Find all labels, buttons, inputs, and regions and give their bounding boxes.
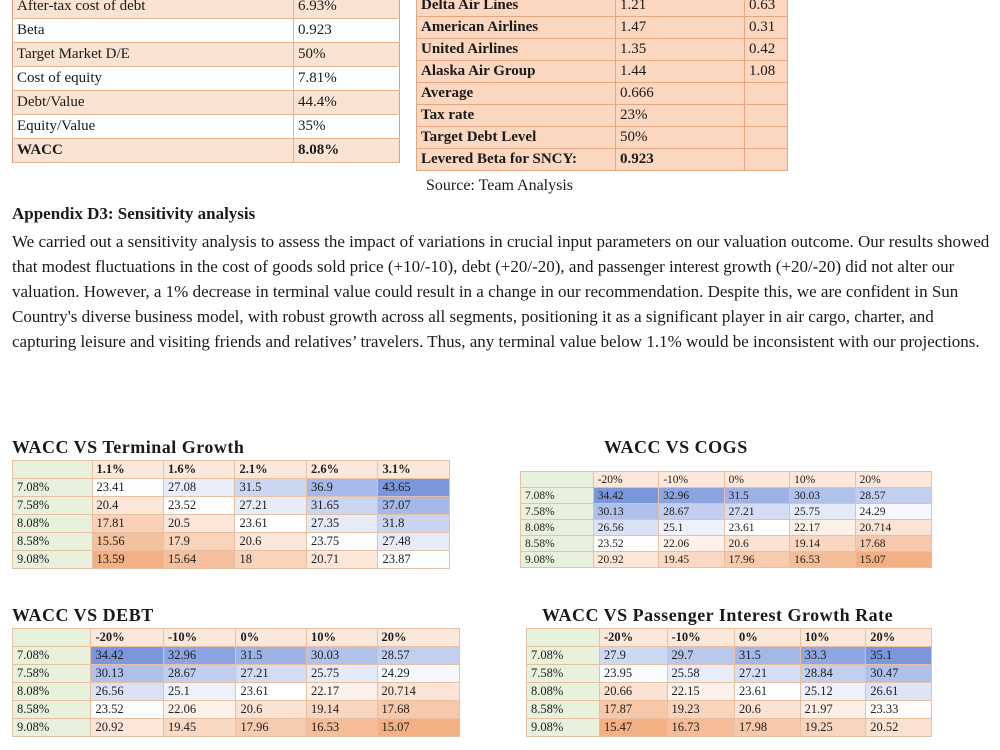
sensitivity-row — [521, 520, 932, 536]
cogs-table — [520, 471, 932, 568]
wacc-row-value: 44.4% — [294, 91, 400, 115]
column-header: -10% — [163, 629, 236, 647]
debt-title: WACC VS DEBT — [12, 605, 154, 625]
beta-row-value: 1.21 — [616, 0, 745, 17]
sensitivity-cell: 20.4 — [92, 497, 163, 515]
beta-row-label: American Airlines — [417, 17, 616, 39]
sensitivity-row — [13, 647, 460, 665]
row-label-wacc: 8.58% — [13, 701, 91, 719]
sensitivity-cell: 28.84 — [800, 665, 866, 683]
beta-row-unlevered — [745, 83, 788, 105]
column-header: 0% — [724, 472, 789, 488]
table-corner-cell — [13, 629, 91, 647]
appendix-paragraph: We carried out a sensitivity analysis to assess the impact of variations in crucial input parameters on our valuation outcome. Our results showed that modest fluctuations in the cost of goods sold price (+10/-10), debt (+20/-20), and passenger interest growth (+20/-20) did not alter our valuation. However, a 1% decrease in terminal value could result in a change in our recommendation. Despite this, we are confident in Sun Country's diverse business model, with robust growth across all segments, positioning it as a significant player in air cargo, charter, and capturing leisure and visiting friends and relatives’ travelers. Thus, any terminal value below 1.1% would be inconsistent with our projections. — [12, 232, 990, 351]
sensitivity-row — [521, 504, 932, 520]
sensitivity-cell: 28.67 — [659, 504, 724, 520]
sensitivity-row — [13, 533, 450, 551]
sensitivity-cell: 32.96 — [163, 647, 236, 665]
beta-row-value: 23% — [616, 105, 745, 127]
row-label-wacc: 8.08% — [521, 520, 594, 536]
beta-row-label: Delta Air Lines — [417, 0, 616, 17]
sensitivity-cell: 18 — [235, 551, 306, 569]
sensitivity-cell: 16.53 — [307, 719, 378, 737]
sensitivity-cell: 34.42 — [91, 647, 164, 665]
column-header: 1.1% — [92, 461, 163, 479]
column-header: 3.1% — [378, 461, 450, 479]
sensitivity-cell: 17.68 — [855, 536, 931, 552]
beta-row-label: Alaska Air Group — [417, 61, 616, 83]
beta-row-label: Tax rate — [417, 105, 616, 127]
sensitivity-cell: 20.6 — [735, 701, 801, 719]
beta-row-label: Target Debt Level — [417, 127, 616, 149]
wacc-row-label: WACC — [13, 139, 294, 163]
row-label-wacc: 8.58% — [521, 536, 594, 552]
beta-table-row — [417, 83, 788, 105]
beta-table-row — [417, 127, 788, 149]
sensitivity-cell: 25.1 — [163, 683, 236, 701]
appendix-title: Appendix D3: Sensitivity analysis — [12, 204, 256, 223]
sensitivity-row — [13, 497, 450, 515]
beta-row-label: Average — [417, 83, 616, 105]
wacc-table-body — [13, 0, 400, 163]
row-label-wacc: 8.08% — [527, 683, 600, 701]
beta-row-value: 1.47 — [616, 17, 745, 39]
sensitivity-cell: 19.25 — [800, 719, 866, 737]
wacc-table-row — [13, 43, 400, 67]
sensitivity-cell: 17.87 — [600, 701, 668, 719]
row-label-wacc: 7.08% — [13, 479, 93, 497]
sensitivity-cell: 20.71 — [306, 551, 377, 569]
sensitivity-cell: 25.75 — [790, 504, 855, 520]
sensitivity-row — [13, 551, 450, 569]
sensitivity-row — [527, 701, 932, 719]
passenger-growth-table — [526, 628, 932, 737]
beta-table-row — [417, 105, 788, 127]
column-header: -20% — [593, 472, 658, 488]
beta-row-value: 1.44 — [616, 61, 745, 83]
terminal-growth-table — [12, 460, 450, 569]
row-label-wacc: 8.58% — [13, 533, 93, 551]
sensitivity-cell: 17.81 — [92, 515, 163, 533]
column-header: -10% — [667, 629, 735, 647]
wacc-table-row — [13, 0, 400, 19]
wacc-row-label: Equity/Value — [13, 115, 294, 139]
sensitivity-cell: 22.17 — [790, 520, 855, 536]
sensitivity-cell: 15.64 — [164, 551, 235, 569]
sensitivity-cell: 27.08 — [164, 479, 235, 497]
sensitivity-cell: 15.56 — [92, 533, 163, 551]
sensitivity-cell: 25.12 — [800, 683, 866, 701]
sensitivity-cell: 20.6 — [724, 536, 789, 552]
beta-table-row — [417, 149, 788, 171]
sensitivity-cell: 25.1 — [659, 520, 724, 536]
wacc-row-value: 8.08% — [294, 139, 400, 163]
sensitivity-cell: 37.07 — [378, 497, 450, 515]
sensitivity-cell: 30.03 — [307, 647, 378, 665]
beta-row-unlevered: 0.42 — [745, 39, 788, 61]
wacc-row-value: 0.923 — [294, 19, 400, 43]
wacc-row-label: Beta — [13, 19, 294, 43]
sensitivity-row — [13, 719, 460, 737]
beta-row-label: United Airlines — [417, 39, 616, 61]
wacc-table-row — [13, 115, 400, 139]
sensitivity-cell: 23.52 — [91, 701, 164, 719]
beta-table-row — [417, 17, 788, 39]
terminal-growth-title: WACC VS Terminal Growth — [12, 437, 245, 457]
sensitivity-row — [527, 683, 932, 701]
beta-row-unlevered: 1.08 — [745, 61, 788, 83]
column-header: 20% — [866, 629, 932, 647]
sensitivity-cell: 22.15 — [667, 683, 735, 701]
sensitivity-cell: 15.07 — [377, 719, 459, 737]
cogs-title: WACC VS COGS — [604, 437, 748, 457]
row-label-wacc: 9.08% — [13, 719, 91, 737]
column-header: -20% — [91, 629, 164, 647]
sensitivity-cell: 20.714 — [377, 683, 459, 701]
sensitivity-cell: 16.53 — [790, 552, 855, 568]
beta-comparables-table — [416, 0, 788, 171]
wacc-row-value: 35% — [294, 115, 400, 139]
sensitivity-cell: 28.67 — [163, 665, 236, 683]
sensitivity-row — [527, 719, 932, 737]
row-label-wacc: 9.08% — [13, 551, 93, 569]
sensitivity-cell: 27.21 — [235, 497, 306, 515]
beta-row-unlevered — [745, 105, 788, 127]
sensitivity-cell: 28.57 — [377, 647, 459, 665]
column-header: 2.6% — [306, 461, 377, 479]
wacc-row-value: 7.81% — [294, 67, 400, 91]
sensitivity-cell: 43.65 — [378, 479, 450, 497]
sensitivity-row — [13, 701, 460, 719]
row-label-wacc: 9.08% — [527, 719, 600, 737]
column-header: 10% — [800, 629, 866, 647]
sensitivity-row — [527, 647, 932, 665]
sensitivity-cell: 26.61 — [866, 683, 932, 701]
sensitivity-cell: 23.41 — [92, 479, 163, 497]
sensitivity-cell: 27.9 — [600, 647, 668, 665]
beta-row-unlevered — [745, 149, 788, 171]
sensitivity-cell: 24.29 — [377, 665, 459, 683]
sensitivity-cell: 25.58 — [667, 665, 735, 683]
beta-row-label: Levered Beta for SNCY: — [417, 149, 616, 171]
row-label-wacc: 7.08% — [527, 647, 600, 665]
row-label-wacc: 9.08% — [521, 552, 594, 568]
beta-row-value: 0.923 — [616, 149, 745, 171]
sensitivity-cell: 20.66 — [600, 683, 668, 701]
wacc-calculation-table — [12, 0, 400, 163]
beta-table-row — [417, 61, 788, 83]
sensitivity-cell: 19.45 — [163, 719, 236, 737]
sensitivity-cell: 17.9 — [164, 533, 235, 551]
sensitivity-cell: 20.52 — [866, 719, 932, 737]
row-label-wacc: 7.08% — [521, 488, 594, 504]
sensitivity-cell: 23.52 — [593, 536, 658, 552]
wacc-row-label: Target Market D/E — [13, 43, 294, 67]
sensitivity-cell: 16.73 — [667, 719, 735, 737]
sensitivity-cell: 33.3 — [800, 647, 866, 665]
sensitivity-cell: 23.61 — [735, 683, 801, 701]
wacc-table-row — [13, 139, 400, 163]
beta-table-source: Source: Team Analysis — [426, 177, 574, 194]
sensitivity-row — [521, 552, 932, 568]
sensitivity-cell: 23.61 — [724, 520, 789, 536]
sensitivity-cell: 20.5 — [164, 515, 235, 533]
sensitivity-cell: 23.75 — [306, 533, 377, 551]
sensitivity-cell: 30.47 — [866, 665, 932, 683]
wacc-row-label: After-tax cost of debt — [13, 0, 294, 19]
sensitivity-row — [13, 683, 460, 701]
sensitivity-cell: 35.1 — [866, 647, 932, 665]
sensitivity-cell: 20.92 — [91, 719, 164, 737]
wacc-table-row — [13, 19, 400, 43]
sensitivity-row — [521, 536, 932, 552]
beta-row-unlevered: 0.63 — [745, 0, 788, 17]
row-label-wacc: 8.58% — [527, 701, 600, 719]
row-label-wacc: 7.08% — [13, 647, 91, 665]
sensitivity-cell: 24.29 — [855, 504, 931, 520]
row-label-wacc: 8.08% — [13, 515, 93, 533]
sensitivity-cell: 22.06 — [659, 536, 724, 552]
sensitivity-cell: 21.97 — [800, 701, 866, 719]
sensitivity-cell: 19.23 — [667, 701, 735, 719]
sensitivity-cell: 25.75 — [307, 665, 378, 683]
sensitivity-cell: 22.06 — [163, 701, 236, 719]
passenger-growth-title: WACC VS Passenger Interest Growth Rate — [542, 605, 894, 625]
column-header: 0% — [735, 629, 801, 647]
beta-table-row — [417, 39, 788, 61]
sensitivity-cell: 17.96 — [724, 552, 789, 568]
sensitivity-cell: 31.5 — [724, 488, 789, 504]
sensitivity-cell: 31.5 — [235, 479, 306, 497]
wacc-row-label: Debt/Value — [13, 91, 294, 115]
column-header: 0% — [236, 629, 307, 647]
sensitivity-cell: 27.21 — [735, 665, 801, 683]
sensitivity-header-row — [13, 629, 460, 647]
row-label-wacc: 7.58% — [13, 497, 93, 515]
column-header: 10% — [790, 472, 855, 488]
beta-row-unlevered — [745, 127, 788, 149]
sensitivity-cell: 23.61 — [235, 515, 306, 533]
beta-row-unlevered: 0.31 — [745, 17, 788, 39]
column-header: 10% — [307, 629, 378, 647]
sensitivity-cell: 15.47 — [600, 719, 668, 737]
sensitivity-cell: 23.95 — [600, 665, 668, 683]
row-label-wacc: 7.58% — [521, 504, 594, 520]
sensitivity-cell: 31.65 — [306, 497, 377, 515]
wacc-row-value: 6.93% — [294, 0, 400, 19]
sensitivity-cell: 26.56 — [593, 520, 658, 536]
sensitivity-row — [13, 665, 460, 683]
sensitivity-cell: 20.6 — [235, 533, 306, 551]
sensitivity-row — [13, 515, 450, 533]
sensitivity-cell: 31.5 — [236, 647, 307, 665]
sensitivity-cell: 20.714 — [855, 520, 931, 536]
beta-table-body — [417, 0, 788, 171]
sensitivity-cell: 27.35 — [306, 515, 377, 533]
sensitivity-cell: 29.7 — [667, 647, 735, 665]
debt-table — [12, 628, 460, 737]
table-corner-cell — [521, 472, 594, 488]
sensitivity-cell: 34.42 — [593, 488, 658, 504]
sensitivity-cell: 13.59 — [92, 551, 163, 569]
beta-table-row — [417, 0, 788, 17]
sensitivity-cell: 26.56 — [91, 683, 164, 701]
sensitivity-cell: 30.13 — [91, 665, 164, 683]
column-header: 2.1% — [235, 461, 306, 479]
sensitivity-cell: 32.96 — [659, 488, 724, 504]
sensitivity-header-row — [527, 629, 932, 647]
sensitivity-cell: 27.48 — [378, 533, 450, 551]
column-header: 20% — [377, 629, 459, 647]
sensitivity-cell: 17.98 — [735, 719, 801, 737]
sensitivity-cell: 22.17 — [307, 683, 378, 701]
sensitivity-cell: 30.13 — [593, 504, 658, 520]
sensitivity-cell: 15.07 — [855, 552, 931, 568]
beta-row-value: 50% — [616, 127, 745, 149]
beta-row-value: 0.666 — [616, 83, 745, 105]
beta-row-value: 1.35 — [616, 39, 745, 61]
sensitivity-cell: 23.61 — [236, 683, 307, 701]
table-corner-cell — [527, 629, 600, 647]
sensitivity-cell: 23.52 — [164, 497, 235, 515]
sensitivity-cell: 28.57 — [855, 488, 931, 504]
sensitivity-cell: 17.96 — [236, 719, 307, 737]
sensitivity-row — [527, 665, 932, 683]
wacc-table-row — [13, 91, 400, 115]
sensitivity-cell: 20.92 — [593, 552, 658, 568]
sensitivity-cell: 27.21 — [724, 504, 789, 520]
sensitivity-row — [521, 488, 932, 504]
column-header: -20% — [600, 629, 668, 647]
wacc-row-value: 50% — [294, 43, 400, 67]
wacc-table-row — [13, 67, 400, 91]
sensitivity-cell: 23.33 — [866, 701, 932, 719]
sensitivity-cell: 36.9 — [306, 479, 377, 497]
sensitivity-cell: 31.5 — [735, 647, 801, 665]
row-label-wacc: 8.08% — [13, 683, 91, 701]
row-label-wacc: 7.58% — [13, 665, 91, 683]
sensitivity-cell: 20.6 — [236, 701, 307, 719]
sensitivity-cell: 19.14 — [790, 536, 855, 552]
sensitivity-row — [13, 479, 450, 497]
sensitivity-cell: 17.68 — [377, 701, 459, 719]
column-header: 1.6% — [164, 461, 235, 479]
sensitivity-cell: 23.87 — [378, 551, 450, 569]
sensitivity-cell: 27.21 — [236, 665, 307, 683]
sensitivity-cell: 31.8 — [378, 515, 450, 533]
sensitivity-header-row — [13, 461, 450, 479]
row-label-wacc: 7.58% — [527, 665, 600, 683]
sensitivity-cell: 19.45 — [659, 552, 724, 568]
column-header: 20% — [855, 472, 931, 488]
sensitivity-cell: 19.14 — [307, 701, 378, 719]
sensitivity-header-row — [521, 472, 932, 488]
wacc-row-label: Cost of equity — [13, 67, 294, 91]
table-corner-cell — [13, 461, 93, 479]
sensitivity-cell: 30.03 — [790, 488, 855, 504]
column-header: -10% — [659, 472, 724, 488]
